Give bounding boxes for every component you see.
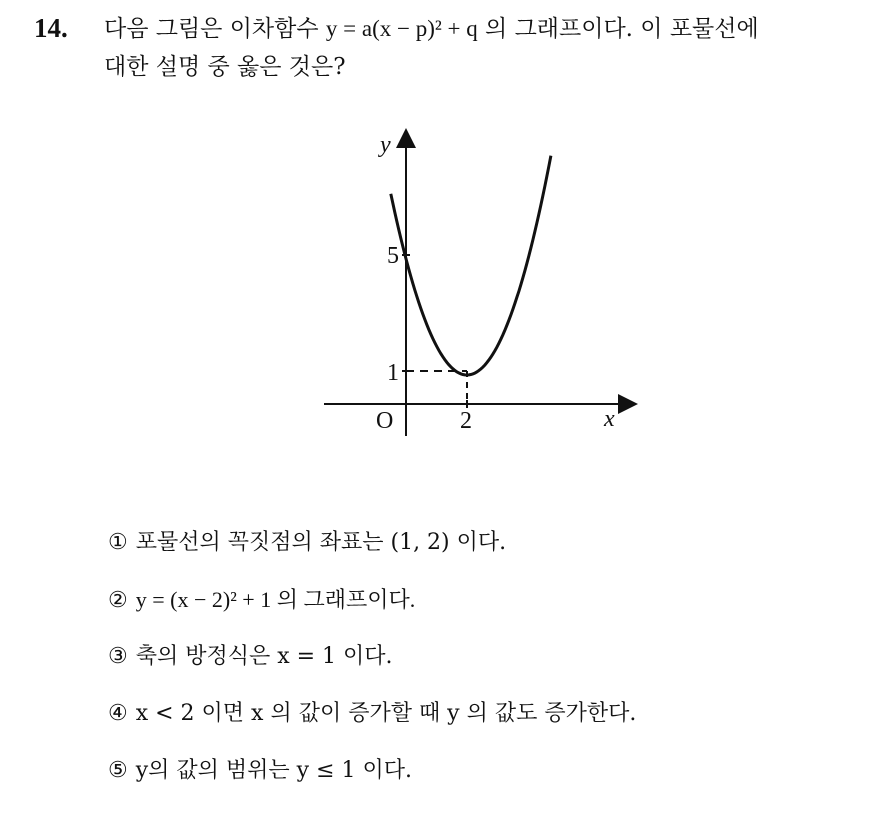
question-formula: y = a(x − p)² + q [325,16,478,41]
choice-3-text: 축의 방정식은 x = 1 이다. [135,644,393,669]
question-stem [104,10,884,86]
vertex-y-label: 1 [387,360,399,386]
choice-4[interactable] [108,699,636,729]
choice-5-text: y의 값의 범위는 y ≤ 1 이다. [135,758,412,783]
choice-2-marker: ② [108,588,128,613]
choice-4-marker: ④ [108,701,128,726]
parabola-graph [300,118,645,448]
choice-1-text: 포물선의 꼭짓점의 좌표는 (1, 2) 이다. [135,530,507,555]
question-stem-part2: 의 그래프이다. 이 포물선에 [477,16,759,42]
question-stem-line2: 대한 설명 중 옳은 것은? [104,54,346,80]
vertex-x-label: 2 [460,408,472,434]
choice-3-marker: ③ [108,644,128,669]
y-axis-label: y [380,132,391,158]
choice-2-text: y = (x − 2)² + 1 의 그래프이다. [135,587,416,612]
question-number: 14. [34,13,68,43]
choice-5-marker: ⑤ [108,758,128,783]
choice-3[interactable] [108,642,636,672]
x-axis-label: x [604,406,615,432]
origin-label: O [376,408,394,434]
question-stem-part1: 다음 그림은 이차함수 [104,16,326,42]
parabola-curve [391,156,551,375]
choice-4-text: x < 2 이면 x 의 값이 증가할 때 y 의 값도 증가한다. [135,701,637,726]
choice-1[interactable] [108,528,636,558]
choice-2[interactable] [108,585,636,615]
y-intercept-label: 5 [387,243,399,269]
choice-5[interactable] [108,756,636,786]
answer-choices [108,528,636,813]
choice-1-marker: ① [108,530,128,555]
